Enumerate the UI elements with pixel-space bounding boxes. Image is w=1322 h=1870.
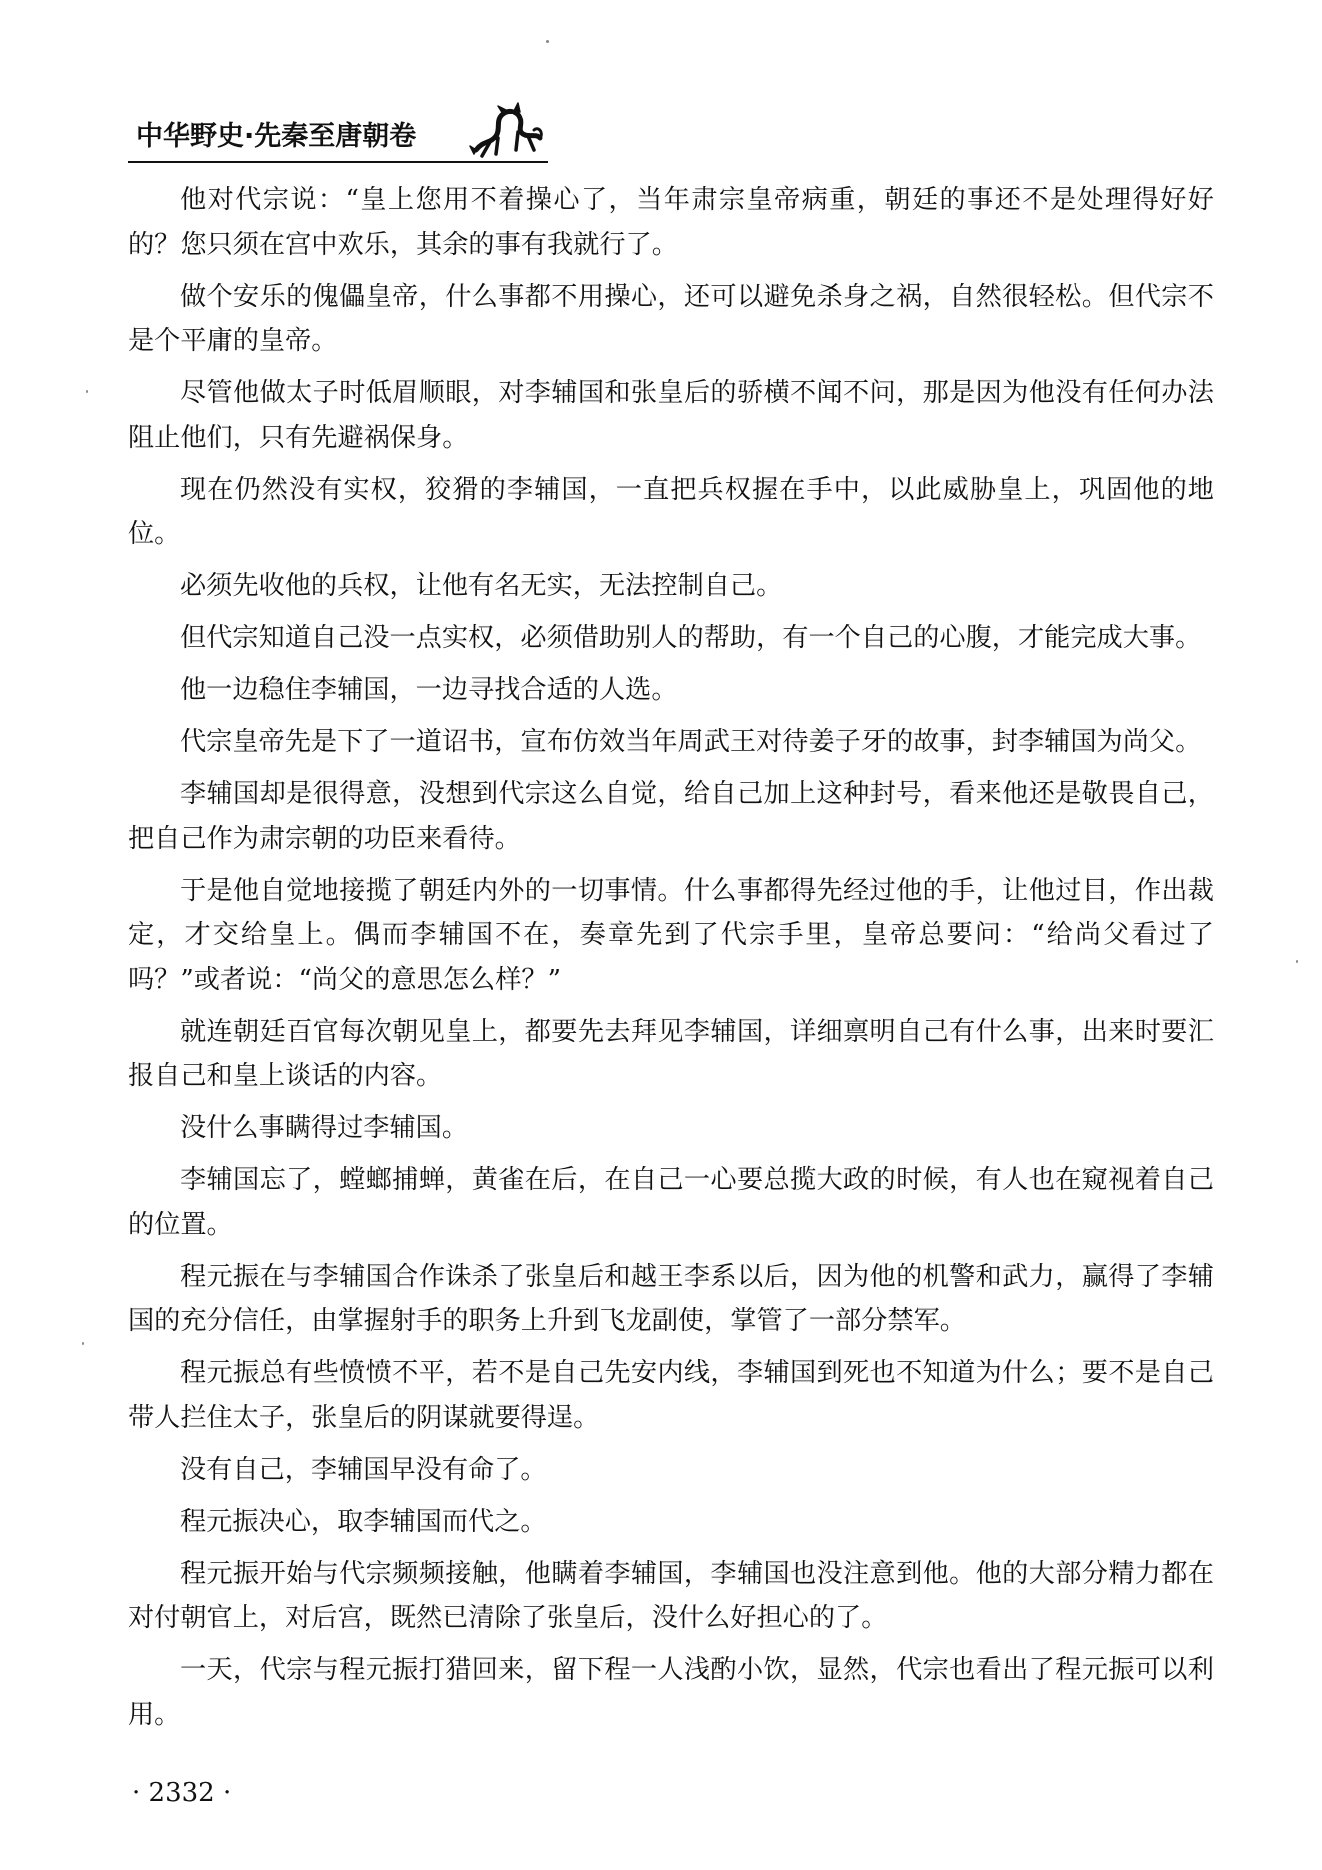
header-divider xyxy=(128,161,548,163)
paragraph: 现在仍然没有实权，狡猾的李辅国，一直把兵权握在手中，以此威胁皇上，巩固他的地位。 xyxy=(128,474,1214,549)
paragraph: 于是他自觉地接揽了朝廷内外的一切事情。什么事都得先经过他的手，让他过目，作出裁定，才交给皇上。偶而李辅国不在，奏章先到了代宗手里，皇帝总要问：“给尚父看过了吗？”或者说：“尚父的意思怎么样？” xyxy=(128,875,1214,995)
paragraph: 李辅国却是很得意，没想到代宗这么自觉，给自己加上这种封号，看来他还是敬畏自己，把自己作为肃宗朝的功臣来看待。 xyxy=(128,779,1214,854)
scan-speck xyxy=(1296,960,1298,963)
running-title: 中华野史·先秦至唐朝卷 xyxy=(136,121,417,152)
paragraph: 程元振开始与代宗频频接触，他瞒着李辅国，李辅国也没注意到他。他的大部分精力都在对付朝官上，对后宫，既然已清除了张皇后，没什么好担心的了。 xyxy=(128,1558,1214,1633)
main-text xyxy=(128,178,1214,1745)
paragraph: 他一边稳住李辅国，一边寻找合适的人选。 xyxy=(180,675,678,705)
paragraph: 做个安乐的傀儡皇帝，什么事都不用操心，还可以避免杀身之祸，自然很轻松。但代宗不是个平庸的皇帝。 xyxy=(128,281,1214,356)
paragraph: 没有自己，李辅国早没有命了。 xyxy=(180,1454,547,1485)
paragraph: 一天，代宗与程元振打猎回来，留下程一人浅酌小饮，显然，代宗也看出了程元振可以利用。 xyxy=(128,1655,1214,1730)
paragraph: 程元振决心，取李辅国而代之。 xyxy=(180,1506,547,1537)
paragraph: 必须先收他的兵权，让他有名无实，无法控制自己。 xyxy=(180,571,783,601)
page-number: · 2332 · xyxy=(132,1778,232,1808)
paragraph: 没什么事瞒得过李辅国。 xyxy=(180,1113,469,1143)
paragraph: 但代宗知道自己没一点实权，必须借助别人的帮助，有一个自己的心腹，才能完成大事。 xyxy=(180,623,1202,653)
dragon-emblem-icon xyxy=(468,100,546,160)
paragraph: 李辅国忘了，螳螂捕蝉，黄雀在后，在自己一心要总揽大政的时候，有人也在窥视着自己的位置。 xyxy=(128,1165,1214,1240)
scan-speck xyxy=(86,390,88,393)
paragraph: 程元振总有些愤愤不平，若不是自己先安内线，李辅国到死也不知道为什么；要不是自己带人拦住太子，张皇后的阴谋就要得逞。 xyxy=(128,1358,1214,1433)
scan-speck xyxy=(546,40,549,43)
paragraph: 尽管他做太子时低眉顺眼，对李辅国和张皇后的骄横不闻不问，那是因为他没有任何办法阻止他们，只有先避祸保身。 xyxy=(128,378,1214,453)
paragraph: 代宗皇帝先是下了一道诏书，宣布仿效当年周武王对待姜子牙的故事，封李辅国为尚父。 xyxy=(180,727,1202,757)
scan-speck xyxy=(82,1342,84,1345)
running-header xyxy=(128,100,548,162)
paragraph: 程元振在与李辅国合作诛杀了张皇后和越王李系以后，因为他的机警和武力，赢得了李辅国的充分信任，由掌握射手的职务上升到飞龙副使，掌管了一部分禁军。 xyxy=(128,1261,1214,1336)
paragraph: 就连朝廷百官每次朝见皇上，都要先去拜见李辅国，详细禀明自己有什么事，出来时要汇报自己和皇上谈话的内容。 xyxy=(128,1016,1214,1091)
paragraph: 他对代宗说：“皇上您用不着操心了，当年肃宗皇帝病重，朝廷的事还不是处理得好好的？您只须在宫中欢乐，其余的事有我就行了。 xyxy=(128,185,1214,260)
